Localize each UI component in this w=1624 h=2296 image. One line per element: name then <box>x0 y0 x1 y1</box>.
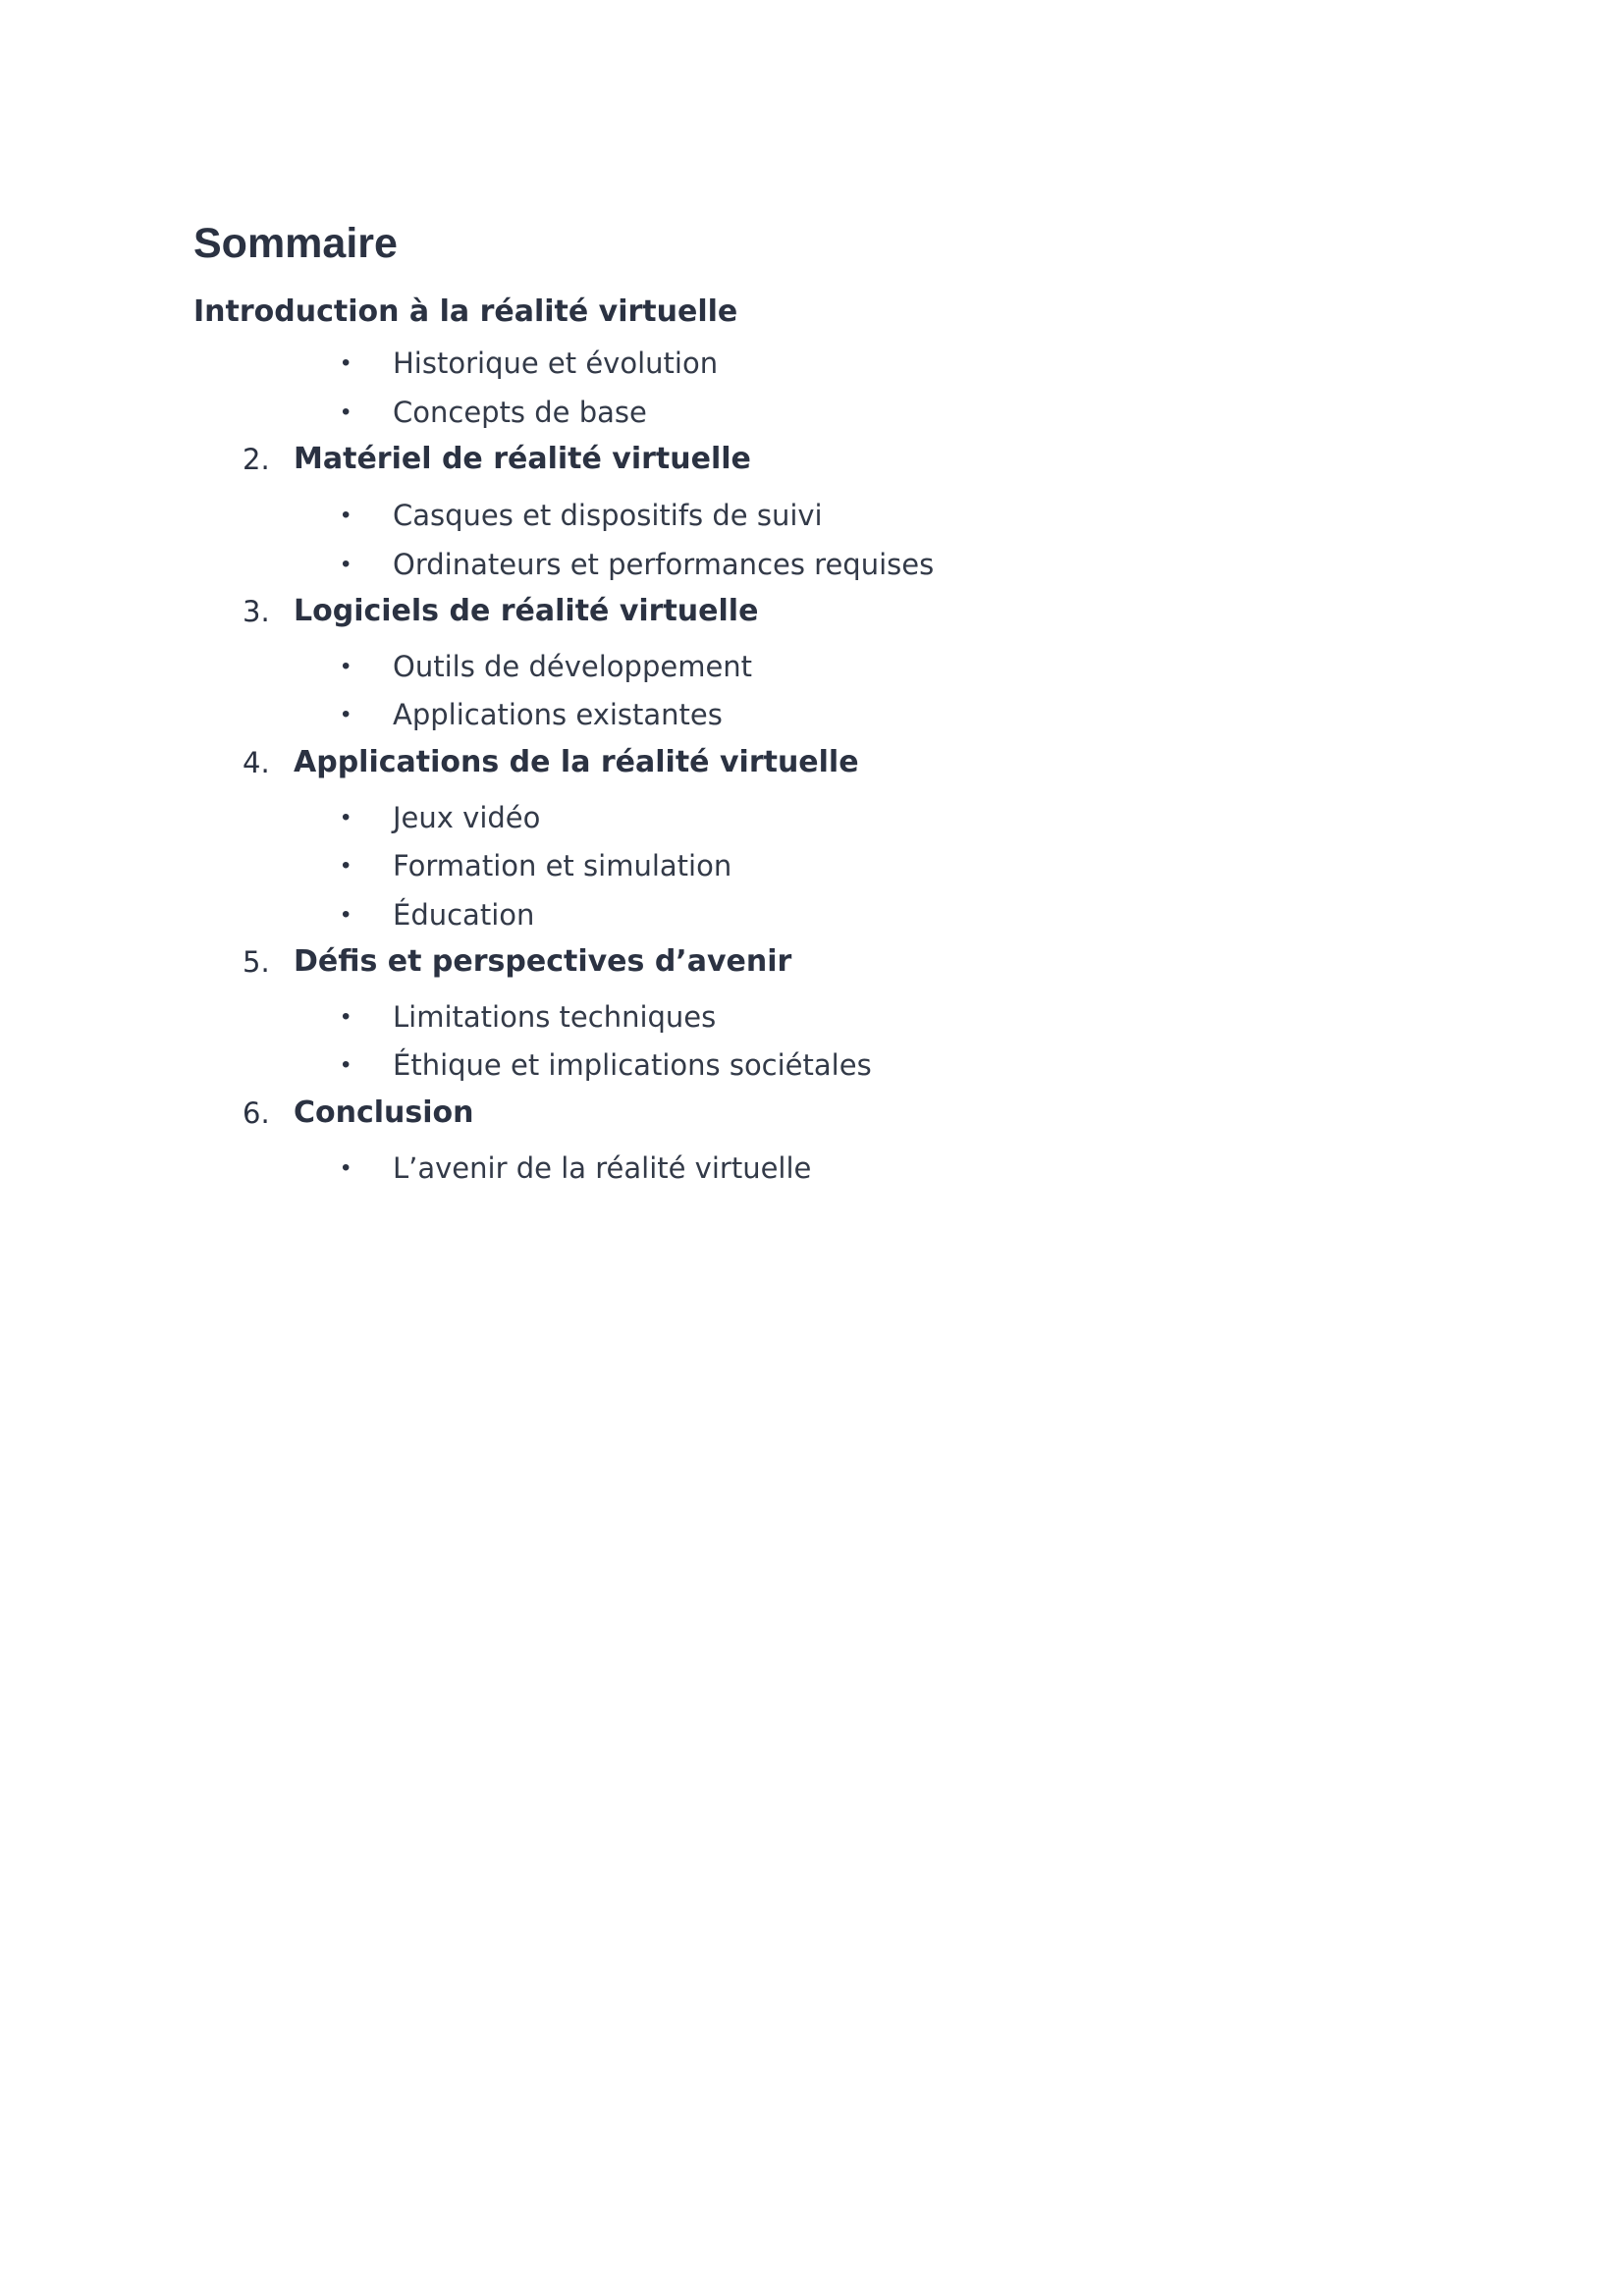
bullet-icon: • <box>342 901 351 928</box>
toc-item: Historique et évolution <box>393 347 719 380</box>
toc-number: 5. <box>243 945 270 979</box>
toc-item: Concepts de base <box>393 396 647 429</box>
toc-item: Ordinateurs et performances requises <box>393 548 935 581</box>
bullet-icon: • <box>342 349 351 376</box>
bullet-icon: • <box>342 551 351 577</box>
bullet-icon: • <box>342 1003 351 1030</box>
toc-heading: Défis et perspectives d’avenir <box>294 944 792 979</box>
toc-heading-intro: Introduction à la réalité virtuelle <box>193 294 738 329</box>
toc-item: Jeux vidéo <box>393 801 541 834</box>
toc-number: 4. <box>243 746 270 779</box>
page-title: Sommaire <box>193 220 398 267</box>
toc-item: Outils de développement <box>393 650 753 683</box>
toc-item: Éthique et implications sociétales <box>393 1048 872 1082</box>
toc-heading: Conclusion <box>294 1095 474 1130</box>
toc-number: 3. <box>243 595 270 628</box>
bullet-icon: • <box>342 1051 351 1078</box>
toc-item: Limitations techniques <box>393 1000 717 1034</box>
toc-item: Éducation <box>393 898 535 932</box>
toc-number: 2. <box>243 443 270 476</box>
toc-item: Applications existantes <box>393 698 723 731</box>
toc-heading: Matériel de réalité virtuelle <box>294 442 751 476</box>
bullet-icon: • <box>342 1154 351 1181</box>
toc-number: 6. <box>243 1096 270 1130</box>
toc-heading: Logiciels de réalité virtuelle <box>294 594 759 628</box>
bullet-icon: • <box>342 804 351 830</box>
toc-heading: Applications de la réalité virtuelle <box>294 745 859 779</box>
toc-item: Casques et dispositifs de suivi <box>393 499 823 532</box>
toc-item: L’avenir de la réalité virtuelle <box>393 1151 812 1185</box>
bullet-icon: • <box>342 653 351 679</box>
bullet-icon: • <box>342 852 351 879</box>
bullet-icon: • <box>342 399 351 425</box>
toc-item: Formation et simulation <box>393 849 732 882</box>
bullet-icon: • <box>342 701 351 727</box>
bullet-icon: • <box>342 502 351 528</box>
